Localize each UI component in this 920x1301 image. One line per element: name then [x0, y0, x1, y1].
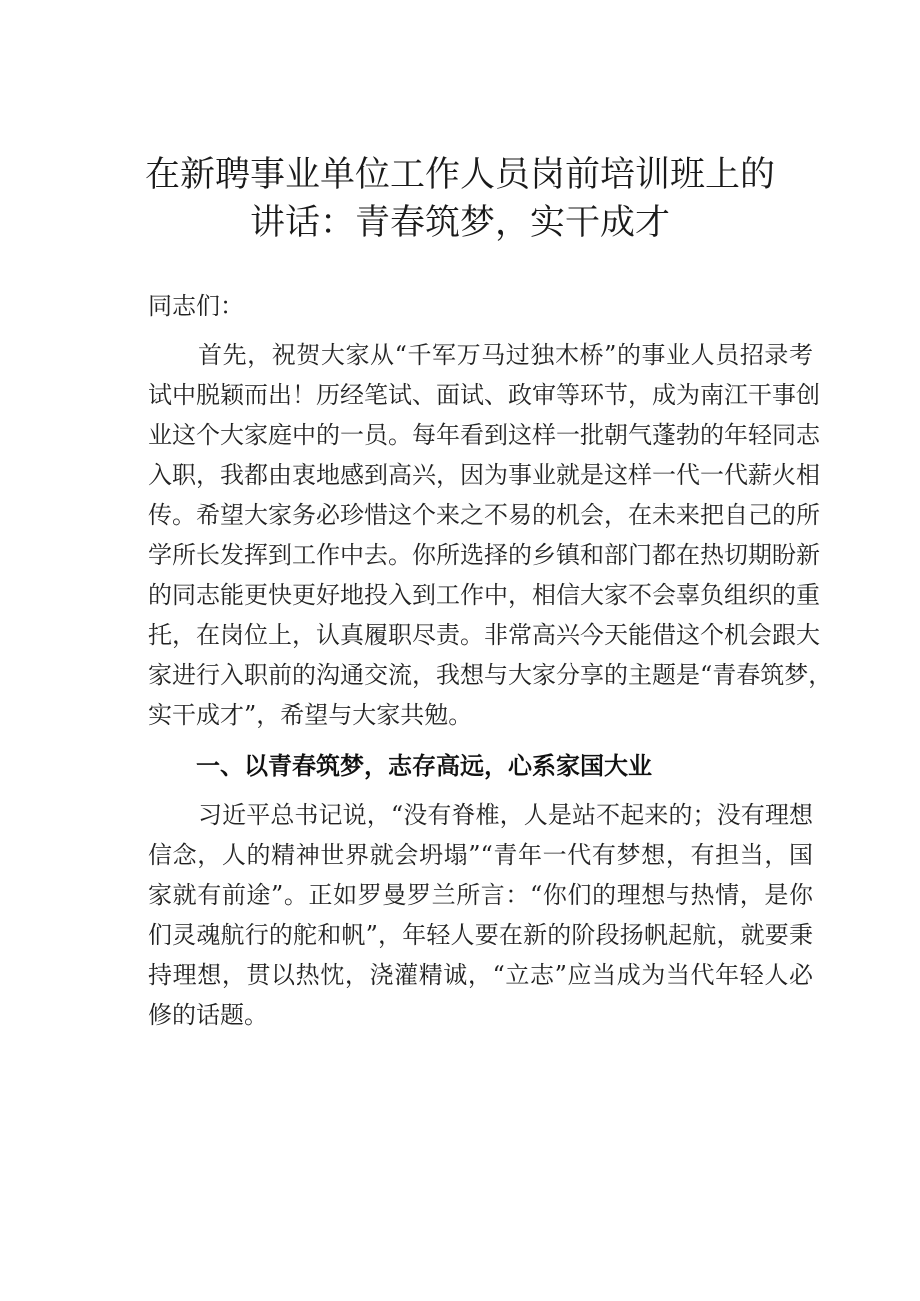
document-title-line-1: 在新聘事业单位工作人员岗前培训班上的	[144, 155, 775, 195]
section-1-heading: 一、以青春筑梦，志存高远，心系家国大业	[196, 752, 652, 780]
paragraph-1-line: 首先，祝贺大家从“千军万马过独木桥”的事业人员招录考	[198, 341, 813, 369]
paragraph-2-line: 修的话题。	[148, 1001, 268, 1029]
paragraph-1-line: 托，在岗位上，认真履职尽责。非常高兴今天能借这个机会跟大	[148, 621, 820, 649]
paragraph-2-line: 信念，人的精神世界就会坍塌”“青年一代有梦想，有担当，国	[148, 841, 813, 869]
salutation: 同志们：	[148, 292, 244, 320]
paragraph-2-line: 习近平总书记说，“没有脊椎，人是站不起来的；没有理想	[198, 801, 813, 829]
paragraph-2-line: 们灵魂航行的舵和帆”，年轻人要在新的阶段扬帆起航，就要秉	[148, 921, 813, 949]
paragraph-1-line: 学所长发挥到工作中去。你所选择的乡镇和部门都在热切期盼新	[148, 541, 820, 569]
paragraph-1-line: 传。希望大家务必珍惜这个来之不易的机会，在未来把自己的所	[148, 501, 820, 529]
paragraph-1-line: 业这个大家庭中的一员。每年看到这样一批朝气蓬勃的年轻同志	[148, 421, 820, 449]
document-title-line-2: 讲话：青春筑梦，实干成才	[249, 203, 670, 243]
paragraph-1-line: 入职，我都由衷地感到高兴，因为事业就是这样一代一代薪火相	[148, 461, 820, 489]
paragraph-1-line: 实干成才”，希望与大家共勉。	[148, 701, 473, 729]
paragraph-2-line: 家就有前途”。正如罗曼罗兰所言：“你们的理想与热情，是你	[148, 881, 813, 909]
paragraph-1-line: 的同志能更快更好地投入到工作中，相信大家不会辜负组织的重	[148, 581, 820, 609]
paragraph-1-line: 试中脱颖而出！历经笔试、面试、政审等环节，成为南江干事创	[148, 381, 820, 409]
paragraph-2-line: 持理想，贯以热忱，浇灌精诚，“立志”应当成为当代年轻人必	[148, 961, 813, 989]
paragraph-1-line: 家进行入职前的沟通交流，我想与大家分享的主题是“青春筑梦，	[148, 661, 833, 689]
